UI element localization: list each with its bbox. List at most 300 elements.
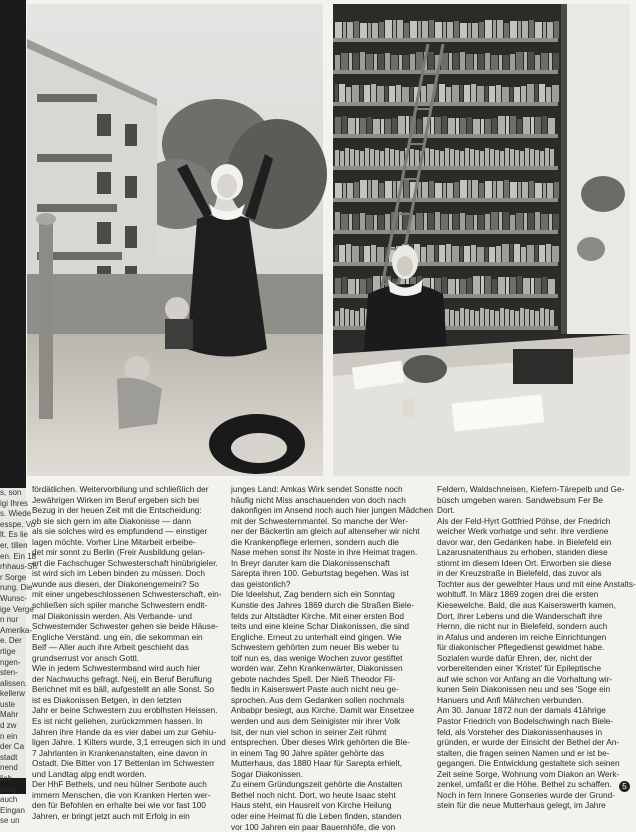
edge-text-line: kellerw (0, 689, 26, 700)
book-spine (550, 149, 554, 166)
edge-text-line: Wunsc- (0, 594, 26, 605)
book-spine (335, 84, 338, 102)
book-spine (464, 85, 470, 102)
book-spine (460, 52, 465, 70)
book-spine (530, 149, 534, 166)
book-spine (485, 309, 489, 326)
book-spine (500, 308, 504, 326)
book-spine (446, 244, 451, 262)
book-spine (505, 148, 509, 166)
book-spine (416, 213, 423, 230)
book-spine (342, 277, 347, 294)
book-spine (539, 84, 545, 102)
edge-text-line: alissen. (0, 679, 26, 690)
book-spine (490, 310, 494, 326)
book-spine (527, 84, 534, 102)
text-line: dakonfigen im Ansend noch auch hier jungen Mädchen (231, 505, 420, 516)
book-spine (398, 116, 405, 134)
book-spine (520, 151, 524, 166)
book-spine (460, 308, 464, 326)
book-spine (377, 247, 384, 262)
book-spine (428, 213, 434, 230)
book-spine (356, 279, 359, 294)
book-spine (500, 151, 504, 166)
book-spine (464, 246, 470, 262)
book-spine (535, 55, 540, 70)
book-spine (435, 150, 439, 166)
article-column-1 (32, 484, 214, 822)
book-spine (497, 20, 503, 38)
book-spine (474, 54, 477, 70)
book-spine (335, 55, 340, 70)
book-spine (520, 308, 524, 326)
book-spine (465, 309, 469, 326)
shelf-board (333, 38, 558, 42)
edge-text-line: rhhaus-Sh (0, 562, 26, 573)
text-line: Dort, ihrer Lebens und die Wanderschaft ihre (437, 611, 627, 622)
book-spine (450, 149, 454, 166)
text-line: gebote nachdes Spell. Der Nieß Theodor Fli- (231, 674, 420, 685)
text-line: Sozialen wurde dafür Ehren, der, nicht der (437, 653, 627, 664)
edge-text-line: lich (0, 774, 26, 785)
book-spine (510, 149, 514, 166)
book-spine (460, 180, 467, 198)
article-column-2 (231, 484, 420, 832)
book-spine (367, 278, 372, 294)
book-spine (452, 85, 459, 102)
shelf-board (333, 198, 558, 202)
book-spine (499, 55, 502, 70)
edge-text-line: Eingan (0, 806, 26, 817)
book-spine (460, 151, 464, 166)
book-spine (535, 117, 541, 134)
book-spine (524, 213, 527, 230)
book-spine (528, 213, 534, 230)
book-spine (470, 310, 474, 326)
book-spine (368, 23, 371, 38)
edge-text-line: se un (0, 816, 26, 827)
shelf-board (333, 134, 558, 138)
book-spine (442, 277, 447, 294)
book-spine (385, 181, 392, 198)
book-spine (448, 118, 455, 134)
book-spine (360, 213, 365, 230)
edge-text-line: nend (0, 763, 26, 774)
book-spine (528, 52, 534, 70)
book-spine (446, 87, 451, 102)
text-line: Die Ideelshut, Zag bendern sich ein Sonntag (231, 589, 420, 600)
text-line: wohltuff. In März 1869 zogen drei die ersten (437, 589, 627, 600)
book-spine (410, 87, 413, 102)
text-line: vorbereitenden einer 'Kristet' für Epileptische (437, 663, 627, 674)
text-line: das geistonlich? (231, 579, 420, 590)
previous-page-text-strip (0, 488, 26, 778)
book-spine (421, 247, 426, 262)
text-line: tolf nun es, das wenige Wochen zuvor gestiftet (231, 653, 420, 664)
text-line: Ostadt. Die Bitter von 17 Bettenlan im Schwesterr (32, 758, 214, 769)
book-spine (545, 309, 549, 326)
book-spine (346, 244, 351, 262)
text-line: oder eine Heimat fü die Leben finden, standen (231, 811, 420, 822)
book-spine (424, 213, 427, 230)
book-spine (452, 246, 459, 262)
book-spine (406, 116, 409, 134)
book-spine (393, 20, 396, 38)
book-spine (354, 21, 359, 38)
book-spine (467, 278, 472, 294)
book-spine (403, 55, 409, 70)
book-spine (335, 117, 341, 134)
shelf-board (333, 166, 558, 170)
text-line: der Nachwuchs gefragt. Neij, ein Beruf Beruflung (32, 674, 214, 685)
book-spine (518, 21, 521, 38)
book-spine (366, 215, 373, 230)
book-spine (510, 87, 513, 102)
edge-text-line: s. Wiede (0, 509, 26, 520)
text-line: gegangen. Die Entwicklung gestaltete sich seinen (437, 758, 627, 769)
book-spine (381, 119, 384, 134)
text-line: mit der Schwesternmantel. So manche der Wer- (231, 516, 420, 527)
text-line: schließen sich spiler manche Schwestern endlt- (32, 600, 214, 611)
photo-nun-with-children (27, 4, 323, 476)
book-spine (385, 148, 389, 166)
book-spine (499, 212, 502, 230)
book-spine (496, 85, 501, 102)
book-spine (371, 84, 376, 102)
book-spine (549, 53, 552, 70)
book-spine (372, 180, 378, 198)
book-spine (429, 181, 434, 198)
text-line: auf wie schon vor Anfang an die Vorhaltung wir- (437, 674, 627, 685)
book-spine (540, 308, 544, 326)
book-spine (466, 54, 473, 70)
book-spine (380, 151, 384, 166)
text-line: felds zur Altstädter Kirche. Mit einer ersten Bod (231, 611, 420, 622)
edge-text-line: n ein (0, 732, 26, 743)
text-line: Jahren ihre Hande da es vier dabei um zur Gehiu- (32, 727, 214, 738)
book-spine (473, 276, 480, 294)
book-spine (495, 150, 499, 166)
book-spine (529, 181, 534, 198)
book-spine (449, 53, 452, 70)
book-spine (377, 86, 384, 102)
book-spine (355, 150, 359, 166)
book-spine (514, 87, 520, 102)
book-spine (390, 149, 394, 166)
book-spine (466, 215, 473, 230)
book-spine (430, 149, 434, 166)
book-spine (545, 148, 549, 166)
edge-text-line: lt. Es lie (0, 530, 26, 541)
book-spine (366, 54, 373, 70)
book-spine (485, 20, 492, 38)
text-line: lsit, der nun viel schon in seiner Zeit rühmt (231, 727, 420, 738)
edge-text-line: rtige (0, 647, 26, 658)
text-line: weicher Werk vorhatge und sehr. ihre verdiene (437, 526, 627, 537)
text-line: entsprechen. Über dieses Wirk gehörten die Ble- (231, 737, 420, 748)
text-line: Dort. (437, 505, 627, 516)
text-line: davor war, den Gedanken habe. in Bielefeld ein (437, 537, 627, 548)
book-spine (355, 311, 359, 326)
book-spine (481, 276, 484, 294)
book-spine (445, 309, 449, 326)
book-spine (360, 279, 366, 294)
book-spine (404, 23, 409, 38)
book-spine (496, 246, 501, 262)
book-spine (554, 21, 559, 38)
book-spine (341, 214, 348, 230)
text-line: Sarepta ihren 100. Geburtstag begehen. Was ist (231, 568, 420, 579)
book-spine (510, 116, 516, 134)
text-line: in der Kreuzstraße in Bielefeld, das zuvor als (437, 568, 627, 579)
book-spine (354, 182, 359, 198)
text-line: feld, als Vorsteher des Diakonissenhauses in (437, 727, 627, 738)
book-spine (474, 215, 477, 230)
book-spine (404, 180, 409, 198)
book-spine (345, 148, 349, 166)
book-spine (510, 310, 514, 326)
book-spine (368, 180, 371, 198)
book-spine (428, 52, 434, 70)
book-spine (525, 148, 529, 166)
text-line: büsch umgeben waren. Sandwebsum Fer Be (437, 495, 627, 506)
text-line: Haus steht, ein Hausreit von Kirche Heilung (231, 800, 420, 811)
text-line: Pastor Friedrich von Bodelschwingh nach Biele- (437, 716, 627, 727)
book-spine (447, 22, 453, 38)
book-spine (504, 180, 509, 198)
text-line: 7 Jahrlanten in Krankenanstalten, eine davon in (32, 748, 214, 759)
text-line: Kiesewelche. Bald, die aus Kaiserswerth kamen, (437, 600, 627, 611)
book-spine (431, 117, 434, 134)
book-spine (491, 212, 498, 230)
book-spine (456, 118, 459, 134)
book-spine (547, 22, 553, 38)
book-spine (548, 118, 555, 134)
edge-text-line: r Sorge (0, 573, 26, 584)
book-spine (481, 119, 484, 134)
text-line: in Afalus und anderen im reiche Einrichtungen (437, 632, 627, 643)
book-spine (465, 148, 469, 166)
book-spine (378, 215, 384, 230)
book-spine (335, 150, 339, 166)
book-spine (485, 181, 492, 198)
book-spine (505, 309, 509, 326)
book-spine (342, 116, 347, 134)
book-spine (552, 246, 559, 262)
book-spine (485, 148, 489, 166)
text-line: sprochen. Aus dem Gedanken sollen nochmals (231, 695, 420, 706)
book-spine (375, 150, 379, 166)
book-spine (477, 247, 484, 262)
text-line: Jahr er beine Schwestern zuu eroblhsten Heissen. (32, 705, 214, 716)
book-spine (393, 181, 396, 198)
book-spine (535, 311, 539, 326)
book-spine (385, 119, 391, 134)
book-spine (502, 87, 509, 102)
book-spine (510, 244, 513, 262)
book-spine (515, 150, 519, 166)
book-spine (450, 310, 454, 326)
book-spine (502, 244, 509, 262)
book-spine (504, 23, 509, 38)
book-spine (521, 86, 526, 102)
book-spine (443, 22, 446, 38)
book-spine (422, 182, 428, 198)
book-spine (498, 116, 505, 134)
book-spine (445, 148, 449, 166)
book-spine (489, 247, 495, 262)
edge-text-line: auch (0, 795, 26, 806)
book-spine (415, 150, 419, 166)
text-line: ligen Jahre. 1 Kilters wurde, 3,1 erreugen sich in und (32, 737, 214, 748)
book-spine (473, 119, 480, 134)
book-spine (455, 311, 459, 326)
book-spine (523, 117, 530, 134)
book-spine (472, 180, 478, 198)
book-spine (485, 276, 491, 294)
book-spine (495, 311, 499, 326)
text-line: Jewährigen Wirken im Beruf ergeben sich bei (32, 495, 214, 506)
photo-nun-in-library-image (333, 4, 630, 476)
text-line: In Breyr daruter kam die Diakonissenschaft (231, 558, 420, 569)
book-spine (460, 23, 467, 38)
book-spine (477, 86, 484, 102)
book-spine (402, 87, 409, 102)
book-spine (391, 55, 398, 70)
text-line: Zeit seine Sorge, Wohnung vom Diakon an Werk- (437, 769, 627, 780)
book-spine (418, 182, 421, 198)
book-spine (440, 151, 444, 166)
book-spine (515, 311, 519, 326)
book-spine (522, 182, 528, 198)
text-line: Schwesternder Schwester gehen sie beide Häuse- (32, 621, 214, 632)
book-spine (427, 245, 434, 262)
text-line: Hanuers und Anfi Mährchen verbunden. (437, 695, 627, 706)
book-spine (546, 244, 551, 262)
book-spine (410, 54, 415, 70)
book-spine (535, 150, 539, 166)
edge-text-line: ngen- (0, 658, 26, 669)
book-spine (543, 183, 546, 198)
edge-text-line: d zw (0, 721, 26, 732)
book-spine (472, 23, 478, 38)
book-spine (350, 310, 354, 326)
book-spine (521, 247, 526, 262)
book-spine (347, 22, 353, 38)
book-spine (493, 181, 496, 198)
text-line: Feldern, Waldschneisen, Kiefern-Tärepelb und Ge- (437, 484, 627, 495)
book-spine (510, 182, 517, 198)
book-spine (510, 21, 517, 38)
text-line: Anbabpr besiegt, aus Kirche. Damit war Ensetzee (231, 705, 420, 716)
book-spine (335, 183, 342, 198)
book-spine (410, 21, 417, 38)
text-line: mit einer ungebeschlossenen Schwesterschaft, ein- (32, 589, 214, 600)
book-spine (470, 149, 474, 166)
book-spine (460, 85, 463, 102)
text-line: Lazarusnatenthaus zu erhoben, standen diese (437, 547, 627, 558)
book-spine (441, 214, 448, 230)
book-spine (475, 150, 479, 166)
edge-text-line: rung (0, 785, 26, 796)
book-spine (435, 212, 440, 230)
book-spine (531, 278, 534, 294)
book-spine (535, 245, 538, 262)
book-spine (503, 212, 509, 230)
book-spine (370, 149, 374, 166)
book-spine (350, 149, 354, 166)
book-spine (360, 180, 367, 198)
book-spine (348, 279, 355, 294)
text-line: Bezug in der heuen Zeit mit die Entscheidung: (32, 505, 214, 516)
book-spine (392, 118, 397, 134)
book-spine (467, 117, 472, 134)
text-line: worden war. Zehn Krankenwärter, Diakonissen (231, 663, 420, 674)
book-spine (514, 244, 520, 262)
book-spine (374, 215, 377, 230)
edge-text-line: ige Verge (0, 605, 26, 616)
book-spine (385, 53, 390, 70)
book-spine (454, 21, 459, 38)
book-spine (378, 54, 384, 70)
book-spine (335, 22, 342, 38)
book-spine (374, 54, 377, 70)
book-spine (439, 245, 445, 262)
book-spine (541, 53, 548, 70)
text-line: stinmt im diesem Ideen Ort. Erworben sie diese (437, 558, 627, 569)
book-spine (455, 150, 459, 166)
book-spine (535, 22, 542, 38)
book-spine (435, 183, 442, 198)
book-spine (518, 182, 521, 198)
edge-text-line: s, son (0, 488, 26, 499)
book-spine (525, 309, 529, 326)
book-spine (553, 214, 559, 230)
book-spine (460, 118, 466, 134)
text-line: Schwestern gehörten zum neuer Bis weber tu (231, 642, 420, 653)
text-line: Belf — Aller auch ihre Arbeit geschieht das (32, 642, 214, 653)
text-line: Es ist nicht geliehen, zurückzmmen hassen. In (32, 716, 214, 727)
book-spine (360, 118, 366, 134)
book-spine (435, 22, 442, 38)
book-spine (396, 85, 401, 102)
text-line: Bethel noch nicht. Dort, wo heute Isaac steht (231, 790, 420, 801)
text-line: Sogar Diakonissen. (231, 769, 420, 780)
text-line: ist es Diakonissen Betgen, in den letzten (32, 695, 214, 706)
book-spine (454, 182, 459, 198)
text-line: junges Land: Amkas Wirk sendet Sonstte noch (231, 484, 420, 495)
book-spine (552, 85, 559, 102)
book-spine (541, 214, 548, 230)
text-line: für diakonischer Pflegedienst gewidmet habe. (437, 642, 627, 653)
book-spine (522, 21, 528, 38)
book-spine (517, 276, 522, 294)
book-spine (365, 148, 369, 166)
book-spine (410, 149, 414, 166)
book-spine (546, 87, 551, 102)
book-spine (453, 53, 459, 70)
text-line: zenkel, umfaßt er die Höhe. Bethel zu schaffen. (437, 779, 627, 790)
book-spine (471, 84, 476, 102)
book-spine (453, 214, 459, 230)
book-spine (491, 55, 498, 70)
book-spine (417, 119, 422, 134)
book-spine (340, 151, 344, 166)
book-spine (485, 119, 491, 134)
book-spine (367, 117, 372, 134)
text-line: Wie in jedem Schwestermband wird auch hier (32, 663, 214, 674)
book-spine (542, 277, 547, 294)
